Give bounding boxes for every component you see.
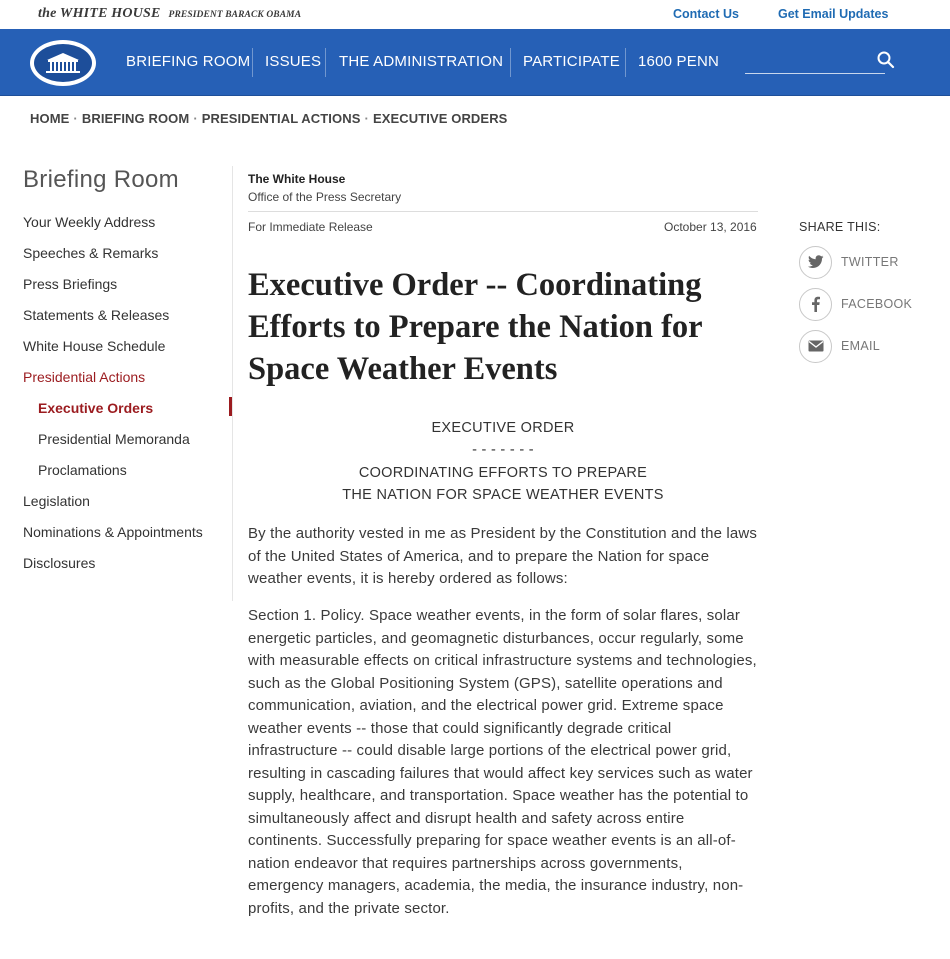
sidebar-item-presidential-actions[interactable]: Presidential Actions [23,369,146,385]
sidebar-item-disclosures[interactable]: Disclosures [23,555,96,571]
sidebar-divider [232,166,233,601]
body-paragraph-intro: By the authority vested in me as President by the Constitution and the laws of the United States of America, and to prepare the Nation for space weather events, it is hereby ordered as follows: [248,525,758,587]
breadcrumb-separator: · [73,111,78,126]
white-house-seal-icon[interactable] [30,40,96,86]
breadcrumb-presidential-actions[interactable]: PRESIDENTIAL ACTIONS [201,111,361,126]
facebook-icon [799,288,832,321]
nav-the-administration[interactable]: THE ADMINISTRATION [339,53,504,70]
share-twitter-label: TWITTER [841,255,899,269]
share-title: SHARE THIS: [799,220,881,234]
sidebar-item-weekly-address[interactable]: Your Weekly Address [23,214,156,230]
sidebar-item-press-briefings[interactable]: Press Briefings [23,276,118,292]
release-label: For Immediate Release [248,220,373,234]
search-underline [745,73,885,74]
contact-us-link[interactable]: Contact Us [673,7,739,21]
sidebar-item-statements-releases[interactable]: Statements & Releases [23,307,170,323]
breadcrumb [30,111,507,126]
release-date: October 13, 2016 [664,220,757,234]
share-email-button[interactable] [799,329,880,363]
body-paragraph-section1: Section 1. Policy. Space weather events, in the form of solar flares, solar energetic particles, and geomagnetic disturbances, occur regularly, some with measurable effects on critical infrastructure systems and technologies, such as the Global Positioning System (GPS), satellite operations and communication, aviation, and the electrical power grid. Extreme space weather events -- those that could significantly degrade critical infrastructure -- could disable large portions of the electrical power grid, resulting in cascading failures that would affect key services such as water supply, healthcare, and transportation. Space weather has the potential to simultaneously affect and disrupt health and safety across entire continents. Successfully preparing for space weather events is an all-of-nation endeavor that requires partnerships across governments, emergency managers, academia, the media, the insurance industry, non-profits, and the private sector. [248,607,757,917]
share-facebook-label: FACEBOOK [841,297,913,311]
email-updates-link[interactable]: Get Email Updates [778,7,889,21]
breadcrumb-home[interactable]: HOME [30,111,70,126]
nav-divider [510,48,511,77]
share-email-label: EMAIL [841,339,881,353]
main-nav [0,29,950,96]
order-subheading-line1: COORDINATING EFFORTS TO PREPARE [358,465,648,481]
breadcrumb-briefing-room[interactable]: BRIEFING ROOM [81,111,190,126]
order-subheading-line2: THE NATION FOR SPACE WEATHER EVENTS [342,487,664,503]
email-icon [799,330,832,363]
breadcrumb-executive-orders[interactable]: EXECUTIVE ORDERS [372,111,508,126]
nav-1600-penn[interactable]: 1600 PENN [638,53,720,70]
utility-bar [0,0,950,29]
twitter-icon [799,246,832,279]
brand-title: the WHITE HOUSE [38,6,161,21]
nav-briefing-room[interactable]: BRIEFING ROOM [126,53,251,70]
order-heading: EXECUTIVE ORDER [431,420,575,436]
nav-divider [252,48,253,77]
sidebar-item-legislation[interactable]: Legislation [23,493,90,509]
sidebar-item-proclamations[interactable]: Proclamations [38,462,127,478]
sidebar-item-executive-orders[interactable]: Executive Orders [38,400,154,416]
share-facebook-button[interactable] [799,287,912,321]
sidebar-item-white-house-schedule[interactable]: White House Schedule [23,338,166,354]
sidebar-title: Briefing Room [23,166,179,193]
site-logo[interactable] [38,4,301,22]
nav-divider [325,48,326,77]
share-twitter-button[interactable] [799,245,899,279]
sidebar-item-speeches-remarks[interactable]: Speeches & Remarks [23,245,159,261]
sidebar-item-nominations-appointments[interactable]: Nominations & Appointments [23,524,203,540]
press-office: Office of the Press Secretary [248,190,402,204]
breadcrumb-separator: · [364,111,369,126]
nav-issues[interactable]: ISSUES [265,53,322,70]
sidebar-item-presidential-memoranda[interactable]: Presidential Memoranda [38,431,190,447]
order-divider: - - - - - - - [472,442,534,458]
page-title: Executive Order -- Coordinating Efforts to Prepare the Nation for Space Weather Events [248,267,703,387]
press-org: The White House [248,172,346,186]
nav-participate[interactable]: PARTICIPATE [523,53,620,70]
brand-subtitle: PRESIDENT BARACK OBAMA [168,10,302,20]
nav-divider [625,48,626,77]
header-rule [248,211,758,212]
breadcrumb-separator: · [193,111,198,126]
search-icon[interactable] [877,51,895,69]
search-input[interactable] [745,51,873,73]
